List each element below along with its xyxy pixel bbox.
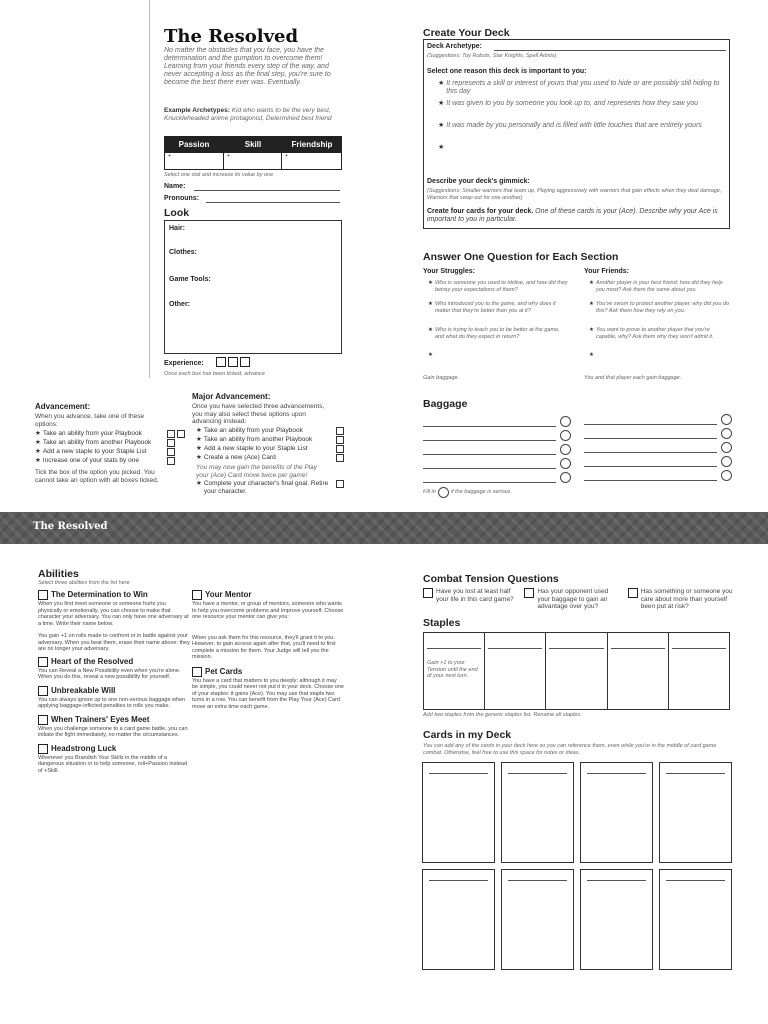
abilities-hint: Select three abilities from the list here: [38, 580, 130, 586]
banner-title: The Resolved: [33, 521, 108, 532]
advancement-checkbox[interactable]: [167, 439, 175, 447]
combat-question-checkbox[interactable]: [524, 588, 534, 598]
deck-archetype-suggestions: (Suggestions: Toy Robots, Star Knights, Spell Artists): [427, 53, 557, 59]
deck-reason-option[interactable]: ★ It was made by you personally and is filled with little touches that are entirely yours: [438, 122, 702, 129]
advancement-checkbox[interactable]: [177, 430, 185, 438]
advancement-option: ★ Take an ability from your Playbook: [35, 430, 185, 439]
staple-slot[interactable]: [546, 633, 607, 709]
card-slot[interactable]: [422, 869, 495, 970]
baggage-serious-circle[interactable]: [721, 442, 732, 453]
baggage-line[interactable]: [584, 424, 717, 425]
baggage-serious-circle[interactable]: [560, 444, 571, 455]
baggage-heading: Baggage: [423, 398, 468, 410]
staple-slot[interactable]: [669, 633, 729, 709]
major-advancement-checkbox[interactable]: [336, 436, 344, 444]
struggle-question[interactable]: ★ Who is trying to teach you to be better at the game, and what do they expect in return?: [428, 327, 560, 340]
struggles-list: [428, 280, 570, 362]
create-deck-box: [423, 39, 730, 229]
section-banner: [0, 512, 768, 544]
circle-icon: [438, 487, 449, 498]
advancement-option: ★ Increase one of your stats by one: [35, 457, 185, 466]
baggage-serious-circle[interactable]: [721, 414, 732, 425]
baggage-line[interactable]: [584, 452, 717, 453]
struggle-question[interactable]: ★ Who is someone you used to idolise, and how did they betray your expectations of them?: [428, 280, 568, 293]
advancement-checkbox[interactable]: [167, 430, 175, 438]
major-advancement-heading: Major Advancement:: [192, 392, 271, 401]
baggage-line[interactable]: [423, 482, 556, 483]
staple-slot[interactable]: [485, 633, 546, 709]
page-title: The Resolved: [164, 26, 299, 47]
baggage-line[interactable]: [423, 426, 556, 427]
deck-archetype-field[interactable]: [494, 50, 726, 51]
stat-friendship-value[interactable]: +: [282, 153, 342, 170]
advancement-heading: Advancement:: [35, 402, 91, 411]
ability-headstrong-luck: Headstrong Luck Whenever you Brandish Your Skills in the middle of a dangerous situation or to help someone, roll+Passion instead of +Skill.: [38, 743, 188, 774]
intro-text: No matter the obstacles that you face, you have the determination and the gumption to overcome them! Learning from your friends every step of the way, and never accepting a loss as the final step, you're sure to become the best there ever was. Eventually.: [164, 47, 331, 86]
struggles-heading: Your Struggles:: [423, 268, 475, 275]
deck-archetype-label: Deck Archetype:: [427, 43, 482, 50]
major-advancement-checkbox[interactable]: [336, 454, 344, 462]
abilities-heading: Abilities: [38, 568, 79, 580]
staples-footer: Add two staples from the generic staples list. Rename all staples.: [423, 712, 582, 718]
four-cards-instructions: Create four cards for your deck. One of these cards is your (Ace). Describe why your Ace is important to you in particular.: [427, 208, 718, 223]
abilities-right-column: [192, 590, 344, 710]
friend-question[interactable]: ★ You've sworn to protect another player, why did you do this? Ask them how they rely on you.: [589, 301, 730, 314]
ability-pet-cards: Pet Cards You have a card that matters to you deeply; although it may be simple, you could never not put it in your deck. Choose one of your staples: it gains (Ace). You may use that staple two turns in a row. You can benefit from the Play Your (Ace) Card move an extra time each game.: [192, 666, 344, 710]
stats-hint: Select one stat and increase its value by one: [164, 172, 274, 178]
card-slot[interactable]: [659, 869, 732, 970]
card-slot[interactable]: [501, 762, 574, 863]
staple-first-text: Gain +1 to your Tension until the end of your next turn.: [427, 660, 478, 679]
staples-heading: Staples: [423, 617, 461, 629]
major-advancement-option: ★ Create a new (Ace) Card: [196, 454, 346, 463]
experience-label: Experience:: [164, 360, 204, 367]
experience-box-3[interactable]: [240, 357, 250, 367]
baggage-line[interactable]: [423, 440, 556, 441]
ability-checkbox[interactable]: [38, 590, 48, 600]
ability-checkbox[interactable]: [38, 744, 48, 754]
ability-unbreakable-will: Unbreakable Will You can always ignore up to one non-serious baggage when applying baggage-inflicted penalties to rolls you make.: [38, 685, 186, 709]
advancement-footer: Tick the box of the option you picked. You cannot take an option with all boxes ticked.: [35, 469, 159, 484]
card-slot[interactable]: [580, 762, 653, 863]
deck-gimmick-suggestions: (Suggestions: Smaller warriors that team up, Playing aggressively with warriors that gain effects when they deal damage, Warriors that swap out for one another): [427, 188, 722, 201]
major-advancement-option: ★ Take an ability from your Playbook: [196, 427, 346, 436]
experience-box-1[interactable]: [216, 357, 226, 367]
baggage-line[interactable]: [584, 466, 717, 467]
friend-question[interactable]: ★ You want to prove to another player that you're capable, why? Ask them why they won't admit it.: [589, 327, 714, 340]
advancement-checkbox[interactable]: [167, 457, 175, 465]
advancement-list: [35, 430, 185, 466]
friends-footer: You and that player each gain baggage.: [584, 375, 682, 381]
friends-heading: Your Friends:: [584, 268, 629, 275]
ability-determination: The Determination to Win When you first meet someone or someone hurts you physically or emotionally, you can choose to make that character your adversary. You can only have one adversary at a time. Write their name below.: [38, 590, 189, 627]
combat-questions: [423, 588, 733, 611]
ability-your-mentor: Your Mentor You have a mentor, or group of mentors, someone who wants to help you overcome problems and improve yourself. Choose one resource your mentor can give you:: [192, 590, 344, 620]
baggage-serious-circle[interactable]: [721, 456, 732, 467]
combat-question-checkbox[interactable]: [423, 588, 433, 598]
stat-header-friendship: Friendship: [282, 136, 342, 153]
name-label: Name:: [164, 183, 186, 190]
deck-reason-list: [438, 80, 728, 156]
ability-checkbox[interactable]: [38, 686, 48, 696]
card-slot[interactable]: [501, 869, 574, 970]
major-advancement-final: ★ Complete your character's final goal. Retire your character.: [196, 480, 346, 495]
deck-reason-heading: Select one reason this deck is important to you:: [427, 68, 587, 75]
abilities-left-column: [38, 590, 190, 774]
major-advancement-list: [196, 427, 346, 463]
baggage-line[interactable]: [584, 438, 717, 439]
stat-skill-value[interactable]: +: [224, 153, 282, 170]
look-box[interactable]: [164, 220, 342, 354]
baggage-serious-circle[interactable]: [560, 430, 571, 441]
advancement-checkbox[interactable]: [167, 448, 175, 456]
baggage-serious-circle[interactable]: [560, 458, 571, 469]
advancement-option: ★ Take an ability from another Playbook: [35, 439, 185, 448]
look-other-label: Other:: [169, 301, 190, 308]
baggage-line[interactable]: [423, 468, 556, 469]
look-clothes-label: Clothes:: [169, 249, 197, 256]
ability-checkbox[interactable]: [192, 590, 202, 600]
experience-box-2[interactable]: [228, 357, 238, 367]
friends-list: [589, 280, 731, 362]
advancement-intro: When you advance, take one of these options:: [35, 413, 145, 428]
baggage-right-lines: [584, 411, 732, 481]
baggage-serious-circle[interactable]: [721, 470, 732, 481]
baggage-serious-circle[interactable]: [560, 472, 571, 483]
look-game-tools-label: Game Tools:: [169, 276, 211, 283]
final-goal-checkbox[interactable]: [336, 480, 344, 488]
staples-table: [423, 632, 730, 710]
gray-side-strip: [0, 0, 150, 378]
baggage-serious-circle[interactable]: [721, 428, 732, 439]
major-advancement-option: ★ Take an ability from another Playbook: [196, 436, 346, 445]
combat-question: Has something or someone you care about more than yourself been put at risk?: [628, 588, 733, 611]
major-advancement-option: ★ Add a new staple to your Staple List: [196, 445, 346, 454]
combat-question: Has your opponent used your baggage to gain an advantage over you?: [524, 588, 621, 611]
struggle-question[interactable]: ★: [428, 352, 433, 358]
card-slot[interactable]: [580, 869, 653, 970]
ability-checkbox[interactable]: [38, 715, 48, 725]
ability-checkbox[interactable]: [192, 667, 202, 677]
friend-question[interactable]: ★ Another player is your best friend; how did they help you most? Ask them the same about you.: [589, 280, 723, 293]
major-advancement-checkbox[interactable]: [336, 445, 344, 453]
card-slot[interactable]: [422, 762, 495, 863]
deck-reason-option[interactable]: ★ It was given to you by someone you look up to, and represents how they saw you: [438, 100, 699, 107]
combat-question: Have you lost at least half your life in this card game?: [423, 588, 518, 611]
name-field[interactable]: [194, 190, 340, 191]
deck-gimmick-label: Describe your deck's gimmick:: [427, 178, 530, 185]
look-hair-label: Hair:: [169, 225, 185, 232]
cards-in-deck-hint: You can add any of the cards in your deck here so you can reference them, even while you're in the middle of card game combat. Otherwise, feel free to use this space for notes or ideas.: [423, 743, 717, 756]
ability-determination-cont: You gain +1 on rolls made to confront or in battle against your adversary. When you beat them, erase their name above; they are no longer your adversary.: [38, 633, 190, 652]
baggage-serious-circle[interactable]: [560, 416, 571, 427]
deck-reason-option[interactable]: ★ It represents a skill or interest of yours that you used to hide or are possibly still hiding to this day: [438, 80, 720, 95]
combat-question-checkbox[interactable]: [628, 588, 638, 598]
advancement-option: ★ Add a new staple to your Staple List: [35, 448, 185, 457]
friend-question[interactable]: ★: [589, 352, 594, 358]
experience-hint: Once each box has been ticked, advance: [164, 371, 265, 377]
stat-passion-value[interactable]: +: [164, 153, 224, 170]
card-slot[interactable]: [659, 762, 732, 863]
card-grid: [422, 762, 732, 970]
struggle-question[interactable]: ★ Who introduced you to the game, and why does it matter that they're better than you at it?: [428, 301, 556, 314]
pronouns-label: Pronouns:: [164, 195, 199, 202]
staple-slot[interactable]: [424, 633, 485, 709]
staple-slot[interactable]: [608, 633, 669, 709]
struggles-footer: Gain baggage.: [423, 375, 460, 381]
major-advancement-intro: Once you have selected three advancements, you may also select these options upon advancing instead:: [192, 403, 325, 426]
ability-heart: Heart of the Resolved You can Reveal a New Possibility even when you're alone. When you do this, reveal a new possibility for yourself.: [38, 656, 181, 680]
stat-header-skill: Skill: [224, 136, 282, 153]
stats-table: [164, 136, 342, 170]
experience-boxes: [216, 357, 250, 367]
baggage-hint: Fill in if the baggage is serious.: [423, 487, 512, 498]
combat-heading: Combat Tension Questions: [423, 573, 559, 585]
stat-header-passion: Passion: [164, 136, 224, 153]
create-deck-heading: Create Your Deck: [423, 27, 510, 39]
baggage-line[interactable]: [584, 480, 717, 481]
deck-reason-option[interactable]: ★: [438, 144, 445, 151]
look-heading: Look: [164, 207, 190, 219]
pronouns-field[interactable]: [206, 202, 340, 203]
answer-section-heading: Answer One Question for Each Section: [423, 251, 619, 263]
example-archetypes: Example Archetypes: Kid who wants to be the very best, Knuckleheaded anime protagonist, Determined best friend: [164, 107, 332, 122]
baggage-line[interactable]: [423, 454, 556, 455]
major-advancement-checkbox[interactable]: [336, 427, 344, 435]
ability-your-mentor-cont: When you ask them for this resource, they'll grant it to you. However, to gain access again after that, you'll need to first complete a mission for them. Your Judge will tell you the mission.: [192, 634, 336, 660]
ability-checkbox[interactable]: [38, 657, 48, 667]
major-advancement-ace-note: You may now gain the benefits of the Play your (Ace) Card move twice per game!: [196, 464, 318, 479]
baggage-left-lines: [423, 413, 571, 483]
cards-in-deck-heading: Cards in my Deck: [423, 729, 512, 741]
ability-trainers-eyes: When Trainers' Eyes Meet When you challenge someone to a card game battle, you can initiate the fight immediately, no matter the circumstances.: [38, 714, 188, 738]
